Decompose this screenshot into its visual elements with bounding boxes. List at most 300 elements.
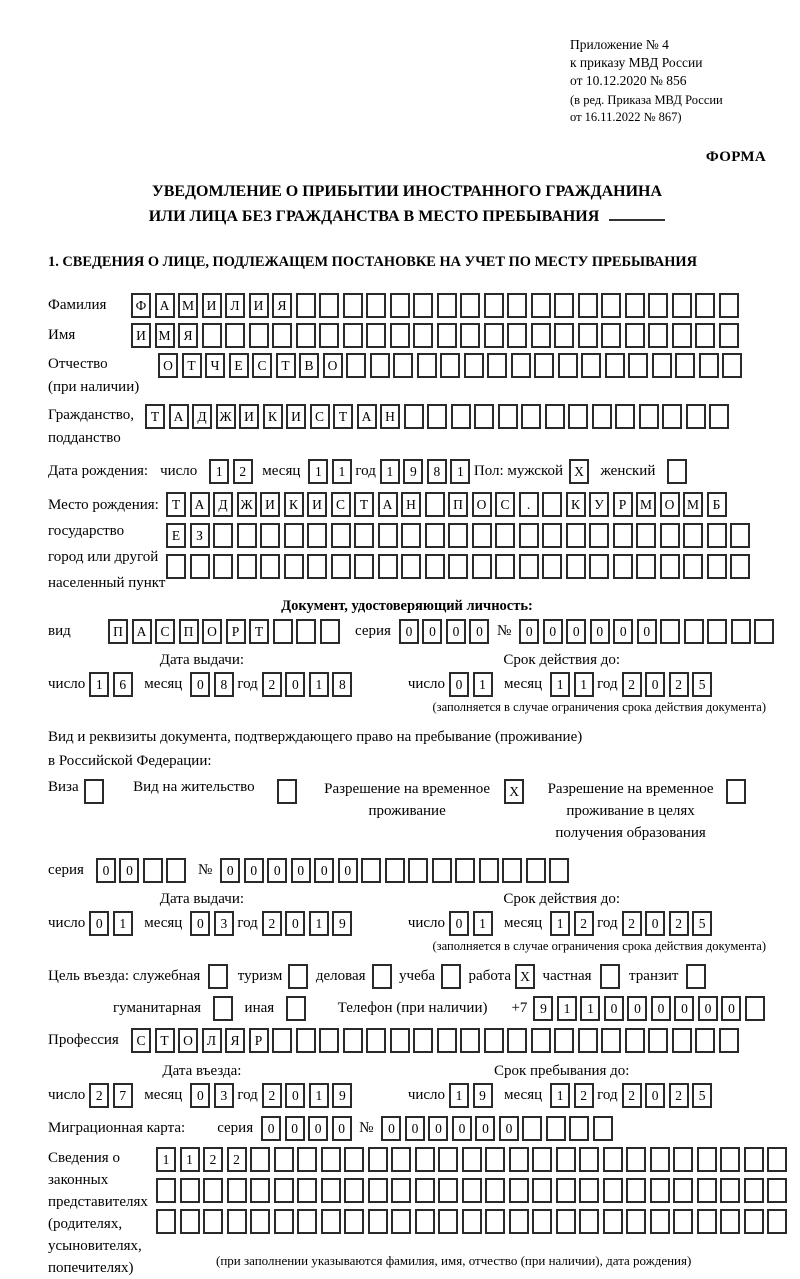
form-cell[interactable]: 0 [190, 911, 210, 936]
form-cell[interactable] [709, 404, 729, 429]
form-cell[interactable] [307, 523, 327, 548]
form-cell[interactable]: 2 [233, 459, 253, 484]
form-cell[interactable]: Т [354, 492, 374, 517]
form-cell[interactable] [156, 1178, 176, 1203]
form-cell[interactable] [707, 619, 727, 644]
form-cell[interactable] [437, 1028, 457, 1053]
form-cell[interactable]: 8 [332, 672, 352, 697]
form-cell[interactable] [648, 323, 668, 348]
form-cell[interactable] [203, 1178, 223, 1203]
form-cell[interactable] [320, 619, 340, 644]
form-cell[interactable]: Я [178, 323, 198, 348]
form-cell[interactable] [556, 1209, 576, 1234]
form-cell[interactable] [625, 323, 645, 348]
form-cell[interactable] [391, 1147, 411, 1172]
form-cell[interactable]: 0 [285, 911, 305, 936]
form-cell[interactable] [719, 293, 739, 318]
form-cell[interactable]: 0 [422, 619, 442, 644]
form-cell[interactable] [84, 779, 104, 804]
form-cell[interactable]: 0 [637, 619, 657, 644]
form-cell[interactable]: 2 [622, 1083, 642, 1108]
form-cell[interactable] [391, 1209, 411, 1234]
form-cell[interactable] [507, 1028, 527, 1053]
form-cell[interactable] [344, 1209, 364, 1234]
form-cell[interactable]: 1 [550, 1083, 570, 1108]
form-cell[interactable] [485, 1178, 505, 1203]
form-cell[interactable]: Ф [131, 293, 151, 318]
form-cell[interactable] [675, 353, 695, 378]
form-cell[interactable]: 0 [332, 1116, 352, 1141]
form-cell[interactable]: И [307, 492, 327, 517]
form-cell[interactable]: 0 [119, 858, 139, 883]
form-cell[interactable]: 0 [449, 911, 469, 936]
form-cell[interactable]: А [378, 492, 398, 517]
form-cell[interactable]: 0 [96, 858, 116, 883]
form-cell[interactable] [413, 1028, 433, 1053]
form-cell[interactable] [603, 1147, 623, 1172]
form-cell[interactable] [719, 1028, 739, 1053]
form-cell[interactable] [391, 1178, 411, 1203]
form-cell[interactable]: 0 [519, 619, 539, 644]
form-cell[interactable]: М [683, 492, 703, 517]
form-cell[interactable] [274, 1147, 294, 1172]
form-cell[interactable]: Л [225, 293, 245, 318]
form-cell[interactable] [745, 996, 765, 1021]
form-cell[interactable] [166, 554, 186, 579]
form-cell[interactable] [650, 1147, 670, 1172]
form-cell[interactable] [343, 323, 363, 348]
form-cell[interactable]: 8 [427, 459, 447, 484]
form-cell[interactable] [589, 554, 609, 579]
form-cell[interactable]: 2 [669, 1083, 689, 1108]
form-cell[interactable] [672, 1028, 692, 1053]
form-cell[interactable] [673, 1178, 693, 1203]
form-cell[interactable] [272, 323, 292, 348]
form-cell[interactable]: Т [276, 353, 296, 378]
form-cell[interactable] [425, 523, 445, 548]
form-cell[interactable] [213, 523, 233, 548]
form-cell[interactable] [569, 1116, 589, 1141]
form-cell[interactable]: А [132, 619, 152, 644]
form-cell[interactable]: Т [249, 619, 269, 644]
form-cell[interactable]: И [239, 404, 259, 429]
form-cell[interactable]: А [155, 293, 175, 318]
form-cell[interactable] [425, 554, 445, 579]
form-cell[interactable]: С [252, 353, 272, 378]
form-cell[interactable] [578, 1028, 598, 1053]
form-cell[interactable] [370, 353, 390, 378]
form-cell[interactable]: У [589, 492, 609, 517]
form-cell[interactable] [385, 858, 405, 883]
form-cell[interactable]: 0 [651, 996, 671, 1021]
form-cell[interactable]: 9 [473, 1083, 493, 1108]
form-cell[interactable]: Н [380, 404, 400, 429]
form-cell[interactable] [726, 779, 746, 804]
form-cell[interactable] [730, 523, 750, 548]
form-cell[interactable]: К [566, 492, 586, 517]
form-cell[interactable] [296, 1028, 316, 1053]
form-cell[interactable]: 8 [214, 672, 234, 697]
form-cell[interactable] [509, 1209, 529, 1234]
form-cell[interactable] [250, 1147, 270, 1172]
form-cell[interactable]: 1 [557, 996, 577, 1021]
form-cell[interactable] [545, 404, 565, 429]
form-cell[interactable] [307, 554, 327, 579]
form-cell[interactable]: С [495, 492, 515, 517]
form-cell[interactable] [697, 1147, 717, 1172]
form-cell[interactable] [272, 1028, 292, 1053]
form-cell[interactable]: Т [155, 1028, 175, 1053]
form-cell[interactable] [378, 523, 398, 548]
form-cell[interactable] [603, 1209, 623, 1234]
form-cell[interactable]: 1 [89, 672, 109, 697]
form-cell[interactable]: Т [333, 404, 353, 429]
form-cell[interactable]: 9 [533, 996, 553, 1021]
form-cell[interactable] [625, 293, 645, 318]
form-cell[interactable] [484, 293, 504, 318]
form-cell[interactable] [648, 293, 668, 318]
form-cell[interactable] [521, 404, 541, 429]
form-cell[interactable] [639, 404, 659, 429]
form-cell[interactable] [600, 964, 620, 989]
form-cell[interactable]: С [331, 492, 351, 517]
form-cell[interactable] [297, 1178, 317, 1203]
form-cell[interactable]: 1 [473, 672, 493, 697]
form-cell[interactable] [720, 1147, 740, 1172]
form-cell[interactable] [731, 619, 751, 644]
form-cell[interactable]: 1 [574, 672, 594, 697]
form-cell[interactable]: С [131, 1028, 151, 1053]
form-cell[interactable] [601, 1028, 621, 1053]
form-cell[interactable] [699, 353, 719, 378]
form-cell[interactable]: 0 [604, 996, 624, 1021]
form-cell[interactable]: Е [166, 523, 186, 548]
form-cell[interactable] [531, 293, 551, 318]
form-cell[interactable]: А [190, 492, 210, 517]
form-cell[interactable] [390, 323, 410, 348]
form-cell[interactable] [648, 1028, 668, 1053]
form-cell[interactable] [225, 323, 245, 348]
form-cell[interactable] [628, 353, 648, 378]
form-cell[interactable] [485, 1147, 505, 1172]
form-cell[interactable] [697, 1209, 717, 1234]
form-cell[interactable] [673, 1147, 693, 1172]
form-cell[interactable]: 0 [449, 672, 469, 697]
form-cell[interactable]: 0 [308, 1116, 328, 1141]
form-cell[interactable]: 0 [645, 911, 665, 936]
form-cell[interactable] [767, 1178, 787, 1203]
form-cell[interactable] [249, 323, 269, 348]
form-cell[interactable]: 1 [180, 1147, 200, 1172]
form-cell[interactable] [566, 523, 586, 548]
form-cell[interactable]: Т [145, 404, 165, 429]
form-cell[interactable]: 1 [332, 459, 352, 484]
form-cell[interactable]: 1 [309, 911, 329, 936]
form-cell[interactable] [660, 523, 680, 548]
form-cell[interactable] [511, 353, 531, 378]
form-cell[interactable]: 0 [452, 1116, 472, 1141]
form-cell[interactable] [319, 323, 339, 348]
form-cell[interactable] [393, 353, 413, 378]
form-cell[interactable]: А [357, 404, 377, 429]
form-cell[interactable]: И [260, 492, 280, 517]
form-cell[interactable] [284, 554, 304, 579]
form-cell[interactable]: О [178, 1028, 198, 1053]
form-cell[interactable] [556, 1178, 576, 1203]
form-cell[interactable] [534, 353, 554, 378]
form-cell[interactable]: 0 [190, 1083, 210, 1108]
form-cell[interactable]: 9 [403, 459, 423, 484]
form-cell[interactable]: О [472, 492, 492, 517]
form-cell[interactable] [390, 1028, 410, 1053]
form-cell[interactable]: 0 [674, 996, 694, 1021]
form-cell[interactable]: 1 [580, 996, 600, 1021]
form-cell[interactable] [319, 293, 339, 318]
form-cell[interactable] [415, 1147, 435, 1172]
form-cell[interactable] [754, 619, 774, 644]
form-cell[interactable] [579, 1178, 599, 1203]
form-cell[interactable]: 0 [590, 619, 610, 644]
form-cell[interactable] [460, 323, 480, 348]
form-cell[interactable]: 0 [285, 1116, 305, 1141]
form-cell[interactable] [684, 619, 704, 644]
form-cell[interactable] [343, 1028, 363, 1053]
form-cell[interactable] [625, 1028, 645, 1053]
form-cell[interactable] [319, 1028, 339, 1053]
form-cell[interactable] [274, 1178, 294, 1203]
form-cell[interactable] [509, 1178, 529, 1203]
form-cell[interactable] [425, 492, 445, 517]
form-cell[interactable]: Р [226, 619, 246, 644]
form-cell[interactable] [427, 404, 447, 429]
form-cell[interactable] [683, 523, 703, 548]
form-cell[interactable] [605, 353, 625, 378]
form-cell[interactable]: 1 [209, 459, 229, 484]
form-cell[interactable]: 0 [314, 858, 334, 883]
form-cell[interactable]: Н [401, 492, 421, 517]
form-cell[interactable] [462, 1147, 482, 1172]
form-cell[interactable] [372, 964, 392, 989]
form-cell[interactable] [578, 323, 598, 348]
form-cell[interactable] [208, 964, 228, 989]
form-cell[interactable] [331, 523, 351, 548]
form-cell[interactable] [273, 619, 293, 644]
form-cell[interactable]: Ж [216, 404, 236, 429]
form-cell[interactable] [484, 323, 504, 348]
form-cell[interactable] [479, 858, 499, 883]
form-cell[interactable]: 2 [262, 1083, 282, 1108]
form-cell[interactable] [366, 1028, 386, 1053]
form-cell[interactable] [227, 1209, 247, 1234]
form-cell[interactable] [437, 293, 457, 318]
form-cell[interactable]: Я [225, 1028, 245, 1053]
form-cell[interactable] [554, 1028, 574, 1053]
form-cell[interactable] [202, 323, 222, 348]
form-cell[interactable]: 5 [692, 672, 712, 697]
form-cell[interactable] [519, 554, 539, 579]
form-cell[interactable] [378, 554, 398, 579]
form-cell[interactable] [542, 554, 562, 579]
form-cell[interactable] [464, 353, 484, 378]
form-cell[interactable]: М [178, 293, 198, 318]
form-cell[interactable]: 0 [721, 996, 741, 1021]
form-cell[interactable] [415, 1178, 435, 1203]
form-cell[interactable] [531, 1028, 551, 1053]
form-cell[interactable] [156, 1209, 176, 1234]
form-cell[interactable] [297, 1147, 317, 1172]
form-cell[interactable] [589, 523, 609, 548]
form-cell[interactable]: 0 [261, 1116, 281, 1141]
form-cell[interactable] [438, 1178, 458, 1203]
form-cell[interactable] [603, 1178, 623, 1203]
form-cell[interactable]: 9 [332, 911, 352, 936]
form-cell[interactable] [522, 1116, 542, 1141]
form-cell[interactable] [437, 323, 457, 348]
form-cell[interactable] [462, 1209, 482, 1234]
form-cell[interactable]: X [504, 779, 524, 804]
form-cell[interactable] [474, 404, 494, 429]
form-cell[interactable]: М [636, 492, 656, 517]
form-cell[interactable] [346, 353, 366, 378]
form-cell[interactable] [519, 523, 539, 548]
form-cell[interactable] [542, 492, 562, 517]
form-cell[interactable] [507, 323, 527, 348]
form-cell[interactable] [413, 293, 433, 318]
form-cell[interactable] [636, 554, 656, 579]
form-cell[interactable] [354, 523, 374, 548]
form-cell[interactable] [321, 1147, 341, 1172]
form-cell[interactable] [321, 1209, 341, 1234]
form-cell[interactable] [250, 1209, 270, 1234]
form-cell[interactable] [472, 523, 492, 548]
form-cell[interactable]: 1 [309, 672, 329, 697]
form-cell[interactable]: X [569, 459, 589, 484]
form-cell[interactable] [203, 1209, 223, 1234]
form-cell[interactable]: 2 [574, 911, 594, 936]
form-cell[interactable] [343, 293, 363, 318]
form-cell[interactable]: 2 [622, 911, 642, 936]
form-cell[interactable] [613, 523, 633, 548]
form-cell[interactable]: 0 [613, 619, 633, 644]
form-cell[interactable]: 2 [262, 911, 282, 936]
form-cell[interactable]: 1 [309, 1083, 329, 1108]
form-cell[interactable]: 2 [262, 672, 282, 697]
form-cell[interactable]: 1 [308, 459, 328, 484]
form-cell[interactable]: 0 [381, 1116, 401, 1141]
form-cell[interactable]: А [169, 404, 189, 429]
form-cell[interactable] [626, 1209, 646, 1234]
form-cell[interactable] [686, 964, 706, 989]
form-cell[interactable] [615, 404, 635, 429]
form-cell[interactable] [719, 323, 739, 348]
form-cell[interactable]: 0 [543, 619, 563, 644]
form-cell[interactable] [695, 1028, 715, 1053]
form-cell[interactable] [417, 353, 437, 378]
form-cell[interactable] [441, 964, 461, 989]
form-cell[interactable] [344, 1178, 364, 1203]
form-cell[interactable]: 7 [113, 1083, 133, 1108]
form-cell[interactable]: К [284, 492, 304, 517]
form-cell[interactable] [368, 1209, 388, 1234]
form-cell[interactable] [554, 293, 574, 318]
form-cell[interactable] [707, 523, 727, 548]
form-cell[interactable] [636, 523, 656, 548]
form-cell[interactable]: 6 [113, 672, 133, 697]
form-cell[interactable] [366, 323, 386, 348]
form-cell[interactable] [613, 554, 633, 579]
form-cell[interactable] [401, 523, 421, 548]
form-cell[interactable]: 0 [291, 858, 311, 883]
form-cell[interactable] [662, 404, 682, 429]
form-cell[interactable] [297, 1209, 317, 1234]
form-cell[interactable]: Е [229, 353, 249, 378]
form-cell[interactable] [484, 1028, 504, 1053]
form-cell[interactable]: Т [182, 353, 202, 378]
form-cell[interactable] [284, 523, 304, 548]
form-cell[interactable]: 2 [669, 672, 689, 697]
form-cell[interactable] [296, 323, 316, 348]
form-cell[interactable]: 0 [469, 619, 489, 644]
form-cell[interactable] [695, 293, 715, 318]
form-cell[interactable] [448, 554, 468, 579]
form-cell[interactable]: 1 [113, 911, 133, 936]
form-cell[interactable] [495, 523, 515, 548]
form-cell[interactable]: О [323, 353, 343, 378]
form-cell[interactable]: 1 [380, 459, 400, 484]
form-cell[interactable] [558, 353, 578, 378]
form-cell[interactable] [683, 554, 703, 579]
form-cell[interactable] [451, 404, 471, 429]
form-cell[interactable] [593, 1116, 613, 1141]
form-cell[interactable]: 2 [622, 672, 642, 697]
form-cell[interactable] [566, 554, 586, 579]
form-cell[interactable]: . [519, 492, 539, 517]
form-cell[interactable]: П [179, 619, 199, 644]
form-cell[interactable]: 2 [227, 1147, 247, 1172]
form-cell[interactable]: И [202, 293, 222, 318]
form-cell[interactable]: Р [613, 492, 633, 517]
form-cell[interactable] [296, 293, 316, 318]
form-cell[interactable] [626, 1178, 646, 1203]
form-cell[interactable] [673, 1209, 693, 1234]
form-cell[interactable] [660, 554, 680, 579]
form-cell[interactable] [695, 323, 715, 348]
form-cell[interactable] [720, 1178, 740, 1203]
form-cell[interactable] [368, 1147, 388, 1172]
form-cell[interactable] [532, 1209, 552, 1234]
form-cell[interactable]: X [515, 964, 535, 989]
form-cell[interactable]: 3 [214, 911, 234, 936]
form-cell[interactable] [237, 523, 257, 548]
form-cell[interactable]: Д [192, 404, 212, 429]
form-cell[interactable]: 0 [499, 1116, 519, 1141]
form-cell[interactable] [408, 858, 428, 883]
form-cell[interactable] [485, 1209, 505, 1234]
form-cell[interactable]: Б [707, 492, 727, 517]
form-cell[interactable] [487, 353, 507, 378]
form-cell[interactable] [767, 1209, 787, 1234]
form-cell[interactable] [366, 293, 386, 318]
form-cell[interactable] [462, 1178, 482, 1203]
form-cell[interactable] [404, 404, 424, 429]
form-cell[interactable]: 1 [550, 911, 570, 936]
form-cell[interactable] [448, 523, 468, 548]
form-cell[interactable] [166, 858, 186, 883]
form-cell[interactable] [288, 964, 308, 989]
form-cell[interactable] [260, 523, 280, 548]
form-cell[interactable]: 0 [405, 1116, 425, 1141]
form-cell[interactable] [568, 404, 588, 429]
